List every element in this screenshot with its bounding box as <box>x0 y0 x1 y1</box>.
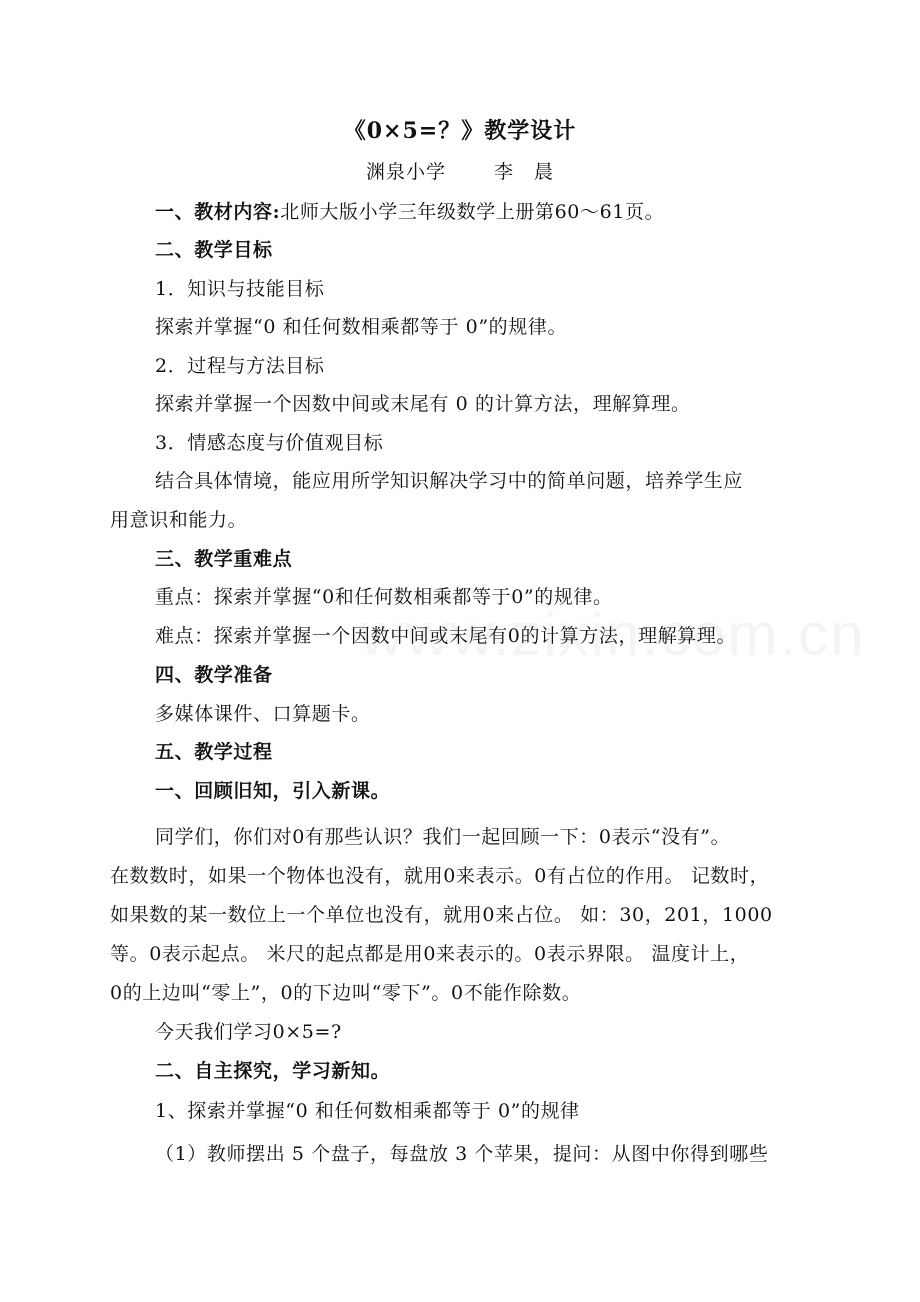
paragraph-line: 等。0表示起点。 米尺的起点都是用0来表示的。0表示界限。 温度计上， <box>110 943 750 965</box>
paragraph-line: 1、探索并掌握“0 和任何数相乘都等于 0”的规律 <box>155 1100 580 1122</box>
document-title: 《0×5=？》教学设计 <box>343 118 577 144</box>
materials-text: 北师大版小学三年级数学上册第60～61页。 <box>280 201 665 223</box>
paragraph-line: 探索并掌握一个因数中间或末尾有 0 的计算方法，理解算理。 <box>155 393 691 415</box>
paragraph-line: 探索并掌握“0 和任何数相乘都等于 0”的规律。 <box>155 316 568 338</box>
section-heading: 四、教学准备 <box>155 664 273 686</box>
paragraph-line: 2．过程与方法目标 <box>155 355 325 377</box>
paragraph-line: 1．知识与技能目标 <box>155 278 325 300</box>
paragraph-line: 重点：探索并掌握“0和任何数相乘都等于0”的规律。 <box>155 586 613 608</box>
author-line <box>0 158 920 186</box>
section-heading-materials <box>155 198 920 226</box>
paragraph-line: 同学们，你们对0有那些认识？我们一起回顾一下：0表示“没有”。 <box>155 826 731 848</box>
paragraph-line: 在数数时，如果一个物体也没有，就用0来表示。0有占位的作用。 记数时， <box>110 865 770 887</box>
paragraph-line: 如果数的某一数位上一个单位也没有，就用0来占位。 如：30，201，1000 <box>110 904 773 926</box>
paragraph-line: （1）教师摆出 5 个盘子，每盘放 3 个苹果，提问：从图中你得到哪些 <box>155 1143 769 1165</box>
school-name: 渊泉小学 <box>365 161 446 183</box>
author-name: 李 晨 <box>494 161 555 183</box>
paragraph-line: 0的上边叫“零上”，0的下边叫“零下”。0不能作除数。 <box>110 982 582 1004</box>
section-heading: 五、教学过程 <box>155 741 273 763</box>
section-heading: 一、回顾旧知，引入新课。 <box>155 780 391 802</box>
section-heading: 三、教学重难点 <box>155 548 293 570</box>
paragraph-line: 3．情感态度与价值观目标 <box>155 432 384 454</box>
paragraph-line: 用意识和能力。 <box>110 509 248 531</box>
paragraph-line: 难点：探索并掌握一个因数中间或末尾有0的计算方法，理解算理。 <box>155 625 737 647</box>
section-heading: 二、自主探究，学习新知。 <box>155 1060 391 1082</box>
paragraph-line: 结合具体情境，能应用所学知识解决学习中的简单问题，培养学生应 <box>155 470 744 492</box>
paragraph-line: 多媒体课件、口算题卡。 <box>155 703 371 725</box>
section-heading: 二、教学目标 <box>155 239 273 261</box>
section-label: 一、教材内容: <box>155 201 281 223</box>
paragraph-line: 今天我们学习0×5=? <box>155 1021 342 1043</box>
